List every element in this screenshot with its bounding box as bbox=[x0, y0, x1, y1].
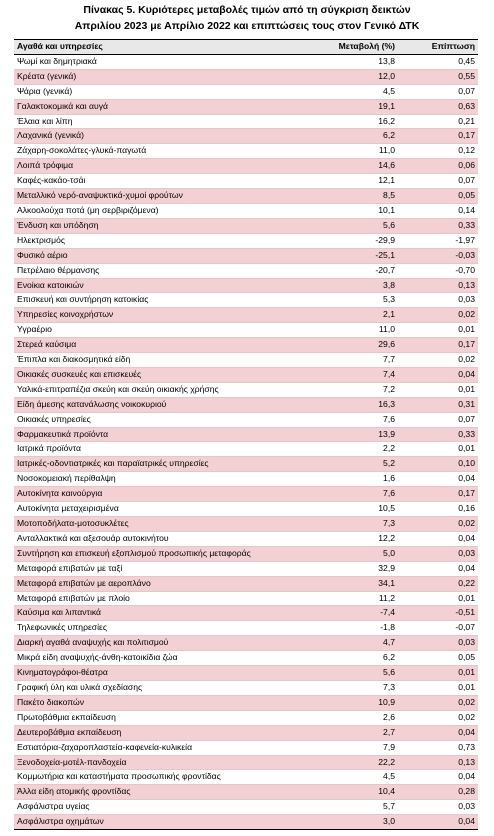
row-impact: 0,33 bbox=[398, 427, 478, 442]
row-impact: 0,01 bbox=[398, 382, 478, 397]
row-item: Επισκευή και συντήρηση κατοικίας bbox=[14, 293, 286, 308]
table-row bbox=[14, 546, 478, 561]
table-row bbox=[14, 84, 478, 99]
row-item: Μεταφορά επιβατών με ταξί bbox=[14, 561, 286, 576]
header-item: Αγαθά και υπηρεσίες bbox=[14, 40, 286, 55]
row-change: 1,6 bbox=[286, 472, 398, 487]
table-row bbox=[14, 338, 478, 353]
row-impact: 0,63 bbox=[398, 99, 478, 114]
table-row bbox=[14, 815, 478, 830]
row-impact: 0,02 bbox=[398, 308, 478, 323]
row-item: Μεταφορά επιβατών με πλοίο bbox=[14, 591, 286, 606]
row-item: Ηλεκτρισμός bbox=[14, 233, 286, 248]
row-change: 7,2 bbox=[286, 382, 398, 397]
row-impact: 0,12 bbox=[398, 144, 478, 159]
row-change: 4,5 bbox=[286, 770, 398, 785]
row-impact: 0,55 bbox=[398, 69, 478, 84]
table-row bbox=[14, 666, 478, 681]
table-row bbox=[14, 382, 478, 397]
header-impact: Επίπτωση bbox=[398, 40, 478, 55]
row-impact: 0,01 bbox=[398, 680, 478, 695]
row-change: 5,6 bbox=[286, 666, 398, 681]
row-impact: 0,22 bbox=[398, 576, 478, 591]
row-change: -20,7 bbox=[286, 263, 398, 278]
row-change: 10,5 bbox=[286, 502, 398, 517]
row-item: Άλλα είδη ατομικής φροντίδας bbox=[14, 785, 286, 800]
row-item: Κομμωτήρια και καταστήματα προσωπικής φροντίδας bbox=[14, 770, 286, 785]
row-item: Αλκοολούχα ποτά (μη σερβιριζόμενα) bbox=[14, 203, 286, 218]
row-item: Κρέατα (γενικά) bbox=[14, 69, 286, 84]
row-change: 2,2 bbox=[286, 442, 398, 457]
row-change: 16,2 bbox=[286, 114, 398, 129]
row-impact: 0,04 bbox=[398, 367, 478, 382]
row-change: 11,0 bbox=[286, 323, 398, 338]
row-impact: 0,07 bbox=[398, 174, 478, 189]
row-item: Έπιπλα και διακοσμητικά είδη bbox=[14, 353, 286, 368]
row-change: 7,6 bbox=[286, 487, 398, 502]
table-row bbox=[14, 174, 478, 189]
row-impact: 0,03 bbox=[398, 293, 478, 308]
row-change: 13,8 bbox=[286, 54, 398, 69]
row-change: 4,7 bbox=[286, 636, 398, 651]
row-impact: -0,03 bbox=[398, 248, 478, 263]
row-item: Συντήρηση και επισκευή εξοπλισμού προσωπικής μεταφοράς bbox=[14, 546, 286, 561]
row-impact: 0,03 bbox=[398, 546, 478, 561]
row-change: 5,2 bbox=[286, 457, 398, 472]
row-item: Νοσοκομειακή περίθαλψη bbox=[14, 472, 286, 487]
row-impact: 0,05 bbox=[398, 189, 478, 204]
table-body bbox=[14, 54, 478, 829]
row-item: Κινηματογράφοι-θέατρα bbox=[14, 666, 286, 681]
row-change: 6,2 bbox=[286, 651, 398, 666]
row-change: 5,0 bbox=[286, 546, 398, 561]
row-item: Μοτοποδήλατα-μοτοσυκλέτες bbox=[14, 517, 286, 532]
table-row bbox=[14, 531, 478, 546]
row-impact: 0,04 bbox=[398, 770, 478, 785]
table-row bbox=[14, 427, 478, 442]
table-row bbox=[14, 263, 478, 278]
row-item: Ζάχαρη-σοκολάτες-γλυκά-παγωτά bbox=[14, 144, 286, 159]
row-change: 7,6 bbox=[286, 412, 398, 427]
row-change: -1,8 bbox=[286, 621, 398, 636]
row-impact: 0,01 bbox=[398, 442, 478, 457]
row-change: -25,1 bbox=[286, 248, 398, 263]
row-item: Εστιατόρια-ζαχαροπλαστεία-καφενεία-κυλικεία bbox=[14, 740, 286, 755]
table-row bbox=[14, 680, 478, 695]
row-impact: -0,07 bbox=[398, 621, 478, 636]
row-item: Καφές-κακάο-τσάι bbox=[14, 174, 286, 189]
table-row bbox=[14, 144, 478, 159]
table-row bbox=[14, 636, 478, 651]
table-row bbox=[14, 412, 478, 427]
row-impact: 0,02 bbox=[398, 353, 478, 368]
row-impact: 0,02 bbox=[398, 695, 478, 710]
table-row bbox=[14, 621, 478, 636]
row-impact: 0,02 bbox=[398, 517, 478, 532]
row-change: 34,1 bbox=[286, 576, 398, 591]
row-change: 2,7 bbox=[286, 725, 398, 740]
row-item: Τηλεφωνικές υπηρεσίες bbox=[14, 621, 286, 636]
row-change: 12,2 bbox=[286, 531, 398, 546]
row-impact: 0,06 bbox=[398, 159, 478, 174]
table-row bbox=[14, 218, 478, 233]
table-row bbox=[14, 99, 478, 114]
row-impact: 0,16 bbox=[398, 502, 478, 517]
row-item: Ξενοδοχεία-μοτέλ-πανδοχεία bbox=[14, 755, 286, 770]
row-change: 10,4 bbox=[286, 785, 398, 800]
row-impact: 0,17 bbox=[398, 129, 478, 144]
table-row bbox=[14, 189, 478, 204]
table-row bbox=[14, 367, 478, 382]
row-item: Ενοίκια κατοικιών bbox=[14, 278, 286, 293]
row-item: Πακέτο διακοπών bbox=[14, 695, 286, 710]
table-row bbox=[14, 561, 478, 576]
row-item: Πετρέλαιο θέρμανσης bbox=[14, 263, 286, 278]
table-row bbox=[14, 487, 478, 502]
row-impact: 0,21 bbox=[398, 114, 478, 129]
row-impact: 0,13 bbox=[398, 278, 478, 293]
row-item: Λοιπά τρόφιμα bbox=[14, 159, 286, 174]
row-change: 16,3 bbox=[286, 397, 398, 412]
row-change: -7,4 bbox=[286, 606, 398, 621]
row-item: Ψάρια (γενικά) bbox=[14, 84, 286, 99]
row-item: Στερεά καύσιμα bbox=[14, 338, 286, 353]
table-row bbox=[14, 203, 478, 218]
row-item: Υπηρεσίες κοινοχρήστων bbox=[14, 308, 286, 323]
table-row bbox=[14, 725, 478, 740]
table-row bbox=[14, 710, 478, 725]
row-item: Οικιακές υπηρεσίες bbox=[14, 412, 286, 427]
row-impact: -0,70 bbox=[398, 263, 478, 278]
row-change: 4,5 bbox=[286, 84, 398, 99]
row-impact: 0,31 bbox=[398, 397, 478, 412]
table-row bbox=[14, 591, 478, 606]
row-impact: -1,97 bbox=[398, 233, 478, 248]
row-item: Ασφάλιστρα οχημάτων bbox=[14, 815, 286, 830]
row-impact: 0,03 bbox=[398, 800, 478, 815]
row-change: 7,4 bbox=[286, 367, 398, 382]
row-impact: 0,04 bbox=[398, 815, 478, 830]
row-item: Ιατρικές-οδοντιατρικές και παραϊατρικές υπηρεσίες bbox=[14, 457, 286, 472]
row-change: 19,1 bbox=[286, 99, 398, 114]
row-change: 5,7 bbox=[286, 800, 398, 815]
row-item: Έλαια και λίπη bbox=[14, 114, 286, 129]
row-item: Διαρκή αγαθά αναψυχής και πολιτισμού bbox=[14, 636, 286, 651]
row-item: Γραφική ύλη και υλικά σχεδίασης bbox=[14, 680, 286, 695]
table-row bbox=[14, 323, 478, 338]
row-impact: 0,10 bbox=[398, 457, 478, 472]
row-impact: 0,13 bbox=[398, 755, 478, 770]
row-change: 3,8 bbox=[286, 278, 398, 293]
row-item: Δευτεροβάθμια εκπαίδευση bbox=[14, 725, 286, 740]
row-impact: 0,07 bbox=[398, 84, 478, 99]
price-changes-table bbox=[14, 39, 478, 830]
row-item: Οικιακές συσκευές και επισκευές bbox=[14, 367, 286, 382]
table-row bbox=[14, 233, 478, 248]
row-item: Ένδυση και υπόδηση bbox=[14, 218, 286, 233]
row-item: Αυτοκίνητα καινούργια bbox=[14, 487, 286, 502]
row-impact: 0,01 bbox=[398, 323, 478, 338]
row-item: Μεταφορά επιβατών με αεροπλάνο bbox=[14, 576, 286, 591]
row-item: Φαρμακευτικά προϊόντα bbox=[14, 427, 286, 442]
row-impact: 0,03 bbox=[398, 636, 478, 651]
row-change: 12,0 bbox=[286, 69, 398, 84]
row-change: 3,0 bbox=[286, 815, 398, 830]
row-change: 12,1 bbox=[286, 174, 398, 189]
table-title-line-1: Πίνακας 5. Κυριότερες μεταβολές τιμών από τη σύγκριση δεικτών bbox=[83, 4, 411, 16]
row-item: Μικρά είδη αναψυχής-άνθη-κατοικίδια ζώα bbox=[14, 651, 286, 666]
row-impact: 0,07 bbox=[398, 412, 478, 427]
row-impact: 0,28 bbox=[398, 785, 478, 800]
row-item: Λαχανικά (γενικά) bbox=[14, 129, 286, 144]
row-impact: 0,04 bbox=[398, 531, 478, 546]
table-row bbox=[14, 755, 478, 770]
row-impact: 0,01 bbox=[398, 591, 478, 606]
table-row bbox=[14, 695, 478, 710]
row-change: 11,0 bbox=[286, 144, 398, 159]
table-row bbox=[14, 397, 478, 412]
row-impact: 0,04 bbox=[398, 725, 478, 740]
table-row bbox=[14, 606, 478, 621]
table-row bbox=[14, 785, 478, 800]
table-row bbox=[14, 278, 478, 293]
row-change: 7,3 bbox=[286, 680, 398, 695]
table-row bbox=[14, 442, 478, 457]
row-change: 7,9 bbox=[286, 740, 398, 755]
row-change: 2,6 bbox=[286, 710, 398, 725]
row-item: Ψωμί και δημητριακά bbox=[14, 54, 286, 69]
row-change: 2,1 bbox=[286, 308, 398, 323]
table-row bbox=[14, 770, 478, 785]
row-impact: 0,04 bbox=[398, 561, 478, 576]
row-item: Ανταλλακτικά και αξεσουάρ αυτοκινήτου bbox=[14, 531, 286, 546]
row-item: Καύσιμα και λιπαντικά bbox=[14, 606, 286, 621]
row-impact: 0,17 bbox=[398, 487, 478, 502]
row-change: 7,7 bbox=[286, 353, 398, 368]
row-impact: -0,51 bbox=[398, 606, 478, 621]
table-row bbox=[14, 457, 478, 472]
row-item: Αυτοκίνητα μεταχειρισμένα bbox=[14, 502, 286, 517]
table-title bbox=[0, 0, 494, 34]
row-impact: 0,33 bbox=[398, 218, 478, 233]
row-item: Πρωτοβάθμια εκπαίδευση bbox=[14, 710, 286, 725]
row-change: 29,6 bbox=[286, 338, 398, 353]
row-change: 22,2 bbox=[286, 755, 398, 770]
row-item: Γαλακτοκομικά και αυγά bbox=[14, 99, 286, 114]
row-item: Είδη άμεσης κατανάλωσης νοικοκυριού bbox=[14, 397, 286, 412]
row-item: Ασφάλιστρα υγείας bbox=[14, 800, 286, 815]
row-change: -29,9 bbox=[286, 233, 398, 248]
table-title-line-2: Απριλίου 2023 με Απρίλιο 2022 και επιπτώσεις τους στον Γενικό ΔΤΚ bbox=[74, 20, 420, 32]
row-impact: 0,01 bbox=[398, 666, 478, 681]
row-impact: 0,04 bbox=[398, 472, 478, 487]
row-item: Ιατρικά προϊόντα bbox=[14, 442, 286, 457]
row-item: Μεταλλικό νερό-αναψυκτικά-χυμοί φρούτων bbox=[14, 189, 286, 204]
row-impact: 0,14 bbox=[398, 203, 478, 218]
row-change: 5,3 bbox=[286, 293, 398, 308]
row-change: 5,6 bbox=[286, 218, 398, 233]
row-item: Υγραέριο bbox=[14, 323, 286, 338]
row-change: 7,3 bbox=[286, 517, 398, 532]
table-row bbox=[14, 248, 478, 263]
table-row bbox=[14, 293, 478, 308]
table-row bbox=[14, 129, 478, 144]
table-row bbox=[14, 159, 478, 174]
row-change: 10,1 bbox=[286, 203, 398, 218]
row-item: Υαλικά-επιτραπέζια σκεύη και σκεύη οικιακής χρήσης bbox=[14, 382, 286, 397]
header-row bbox=[14, 40, 478, 55]
table-row bbox=[14, 308, 478, 323]
row-change: 8,5 bbox=[286, 189, 398, 204]
table-row bbox=[14, 576, 478, 591]
row-change: 32,9 bbox=[286, 561, 398, 576]
row-impact: 0,17 bbox=[398, 338, 478, 353]
row-impact: 0,73 bbox=[398, 740, 478, 755]
table-row bbox=[14, 472, 478, 487]
row-change: 13,9 bbox=[286, 427, 398, 442]
table-row bbox=[14, 69, 478, 84]
row-change: 14,6 bbox=[286, 159, 398, 174]
row-impact: 0,02 bbox=[398, 710, 478, 725]
table-row bbox=[14, 651, 478, 666]
header-change: Μεταβολή (%) bbox=[286, 40, 398, 55]
row-impact: 0,45 bbox=[398, 54, 478, 69]
table-row bbox=[14, 114, 478, 129]
table-row bbox=[14, 353, 478, 368]
row-item: Φυσικό αέριο bbox=[14, 248, 286, 263]
row-change: 6,2 bbox=[286, 129, 398, 144]
row-change: 10,9 bbox=[286, 695, 398, 710]
table-row bbox=[14, 800, 478, 815]
row-change: 11,2 bbox=[286, 591, 398, 606]
row-impact: 0,05 bbox=[398, 651, 478, 666]
table-row bbox=[14, 54, 478, 69]
table-row bbox=[14, 740, 478, 755]
table-row bbox=[14, 502, 478, 517]
table-row bbox=[14, 517, 478, 532]
